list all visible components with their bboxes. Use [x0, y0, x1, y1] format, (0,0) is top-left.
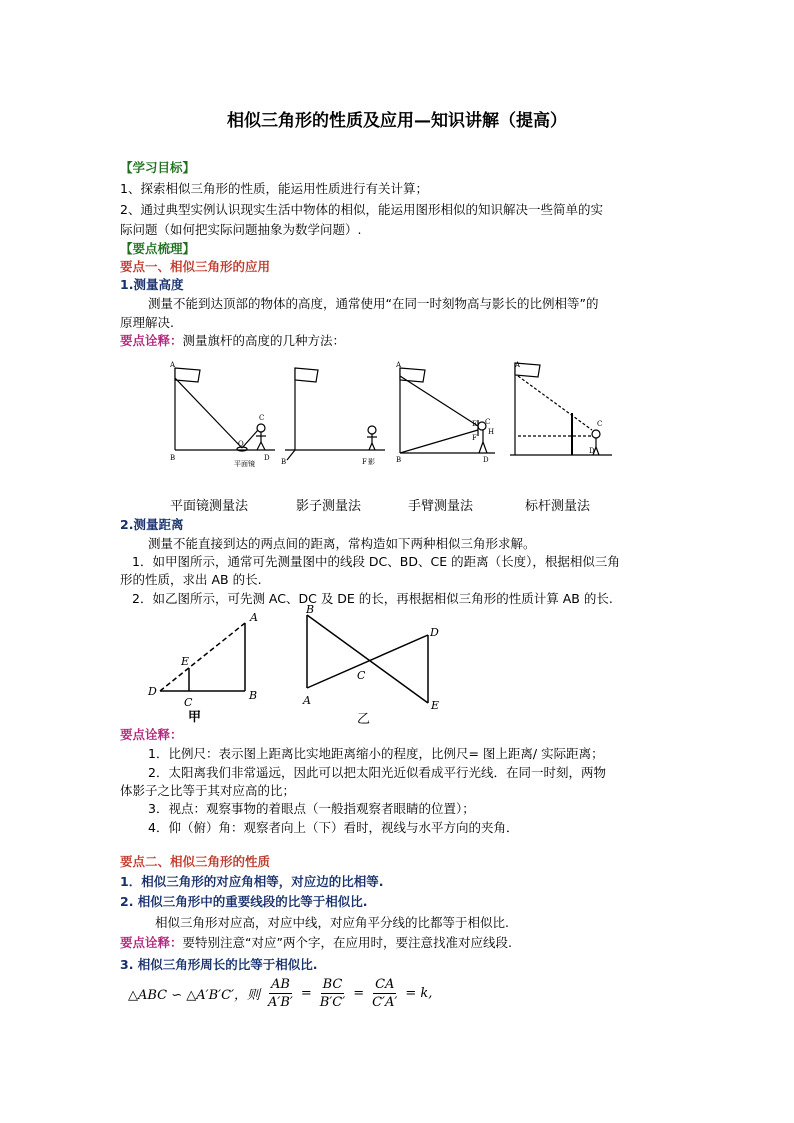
fig-jia-label-e: E: [181, 655, 190, 668]
page-title: 相似三角形的性质及应用—知识讲解（提高）: [227, 111, 567, 131]
point1-heading: 要点一、相似三角形的应用: [120, 259, 271, 274]
fig3-label-e: E: [472, 420, 478, 428]
point1-para-3: 1．如甲图所示，通常可先测量图中的线段 DC、BD、CE 的距离（长度），根据相似三角: [132, 554, 620, 569]
point2-prop-2: 2. 相似三角形中的重要线段的比等于相似比.: [120, 894, 368, 909]
fig1-label-d: D: [264, 454, 270, 462]
fig1-label-c: C: [259, 414, 265, 422]
fig-yi-label-b: B: [306, 605, 315, 616]
note-item-4: 4．仰（俯）角：观察者向上（下）看时，视线与水平方向的夹角．: [148, 820, 519, 835]
fig-yi-label-e: E: [431, 699, 440, 712]
fig1-label-o: O: [238, 440, 244, 448]
fig-jia-label-c: C: [184, 696, 193, 709]
fig-yi-caption: 乙: [357, 712, 371, 725]
point1-para-1b: 原理解决.: [120, 315, 174, 330]
note-text: 测量旗杆的高度的几种方法：: [182, 333, 346, 348]
goal-item-2-line-1: 2、通过典型实例认识现实生活中物体的相似，能运用图形相似的知识解决一些简单的实: [120, 202, 603, 217]
fraction-ab: [266, 976, 295, 1011]
note-item-3: 3．视点：观察事物的着眼点（一般指观察者眼睛的位置）；: [148, 801, 475, 816]
goals-heading: 【学习目标】: [120, 160, 196, 175]
distance-figures: [140, 605, 450, 725]
points-heading: 【要点梳理】: [120, 241, 196, 256]
fig3-label-c: C: [485, 418, 491, 426]
fig4-label-c: C: [597, 420, 603, 428]
note-item-2: 2．太阳离我们非常遥远，因此可以把太阳光近似看成平行光线．在同一时刻，两物: [148, 765, 606, 780]
fig2-shadow-label: 影: [368, 458, 375, 466]
fraction-ca: [370, 976, 399, 1011]
fig3-label-d: D: [483, 456, 489, 464]
fraction-ca-denominator: C′A′: [372, 995, 398, 1010]
point1-note2-label: 要点诠释：: [120, 727, 183, 742]
measurement-figures: [160, 358, 620, 470]
fig-jia-label-a: A: [250, 611, 258, 624]
point2-note-text: 要特别注意“对应”两个字，在应用时，要注意找准对应线段.: [182, 935, 512, 950]
fig1-label-a: A: [170, 361, 176, 369]
formula-rhs: = k,: [405, 986, 433, 1001]
note-label: 要点诠释：: [120, 333, 183, 348]
fraction-bc: [318, 976, 347, 1011]
point1-para-2: 测量不能直接到达的两点间的距离，常构造如下两种相似三角形求解。: [148, 536, 536, 551]
fig4-label-a: A: [515, 361, 521, 369]
fraction-bc-denominator: B′C′: [319, 995, 346, 1010]
caption-shadow: 影子测量法: [296, 499, 362, 514]
fig3-label-h: H: [488, 428, 495, 436]
fraction-ab-denominator: A′B′: [268, 995, 293, 1010]
fig-yi-label-a: A: [303, 694, 311, 707]
goal-item-2-line-2: 际问题（如何把实际问题抽象为数学问题）.: [120, 222, 362, 237]
note-item-1: 1．比例尺：表示图上距离比实地距离缩小的程度，比例尺= 图上距离/ 实际距离；: [148, 746, 604, 761]
caption-pole: 标杆测量法: [525, 499, 591, 514]
point2-note-label: 要点诠释：: [120, 935, 183, 950]
fig-yi-label-d: D: [430, 626, 439, 639]
point2-note: [120, 934, 512, 951]
fig4-label-d: D: [589, 447, 595, 455]
point2-prop-1: 1．相似三角形的对应角相等，对应边的比相等.: [120, 874, 384, 889]
caption-mirror: 平面镜测量法: [170, 499, 249, 514]
fig-jia-label-d: D: [148, 685, 157, 698]
point1-sub-distance: 2.测量距离: [120, 517, 184, 532]
point1-para-4: 2．如乙图所示，可先测 AC、DC 及 DE 的长，再根据相似三角形的性质计算 AB 的长.: [132, 591, 613, 606]
fig3-label-f: F: [472, 434, 477, 442]
note-item-2b: 体影子之比等于其对应高的比；: [120, 783, 296, 798]
goal-item-1: 1、探索相似三角形的性质，能运用性质进行有关计算；: [120, 181, 428, 196]
fig1-mirror-label: 平面镜: [234, 460, 255, 468]
point1-sub-height: 1.测量高度: [120, 277, 184, 292]
fraction-bc-numerator: BC: [322, 977, 343, 992]
point2-prop-3: 3. 相似三角形周长的比等于相似比.: [120, 957, 318, 972]
fraction-ab-numerator: AB: [270, 977, 290, 992]
fig3-label-b: B: [396, 456, 402, 464]
point1-note: [120, 332, 345, 349]
similarity-formula: [128, 976, 432, 1011]
fig-yi-label-c: C: [357, 669, 366, 682]
equals-sign-1: =: [300, 986, 312, 1001]
fig-jia-label-b: B: [249, 689, 258, 702]
formula-lhs: △ABC ∽ △A′B′C′，则: [128, 988, 261, 1003]
equals-sign-2: =: [353, 986, 365, 1001]
fraction-ca-numerator: CA: [375, 977, 395, 992]
point1-para-1: 测量不能到达顶部的物体的高度，通常使用“在同一时刻物高与影长的比例相等”的: [148, 296, 599, 311]
fig-jia-caption: 甲: [188, 710, 202, 725]
point2-prop-2-text: 相似三角形对应高，对应中线，对应角平分线的比都等于相似比.: [155, 915, 509, 930]
fig2-label-b: B: [281, 458, 287, 466]
point2-heading: 要点二、相似三角形的性质: [120, 854, 271, 869]
caption-arm: 手臂测量法: [408, 499, 474, 514]
point1-para-3b: 形的性质，求出 AB 的长.: [120, 572, 262, 587]
fig2-label-f: F: [362, 458, 367, 466]
fig1-label-b: B: [170, 454, 176, 462]
fig3-label-a: A: [396, 361, 402, 369]
